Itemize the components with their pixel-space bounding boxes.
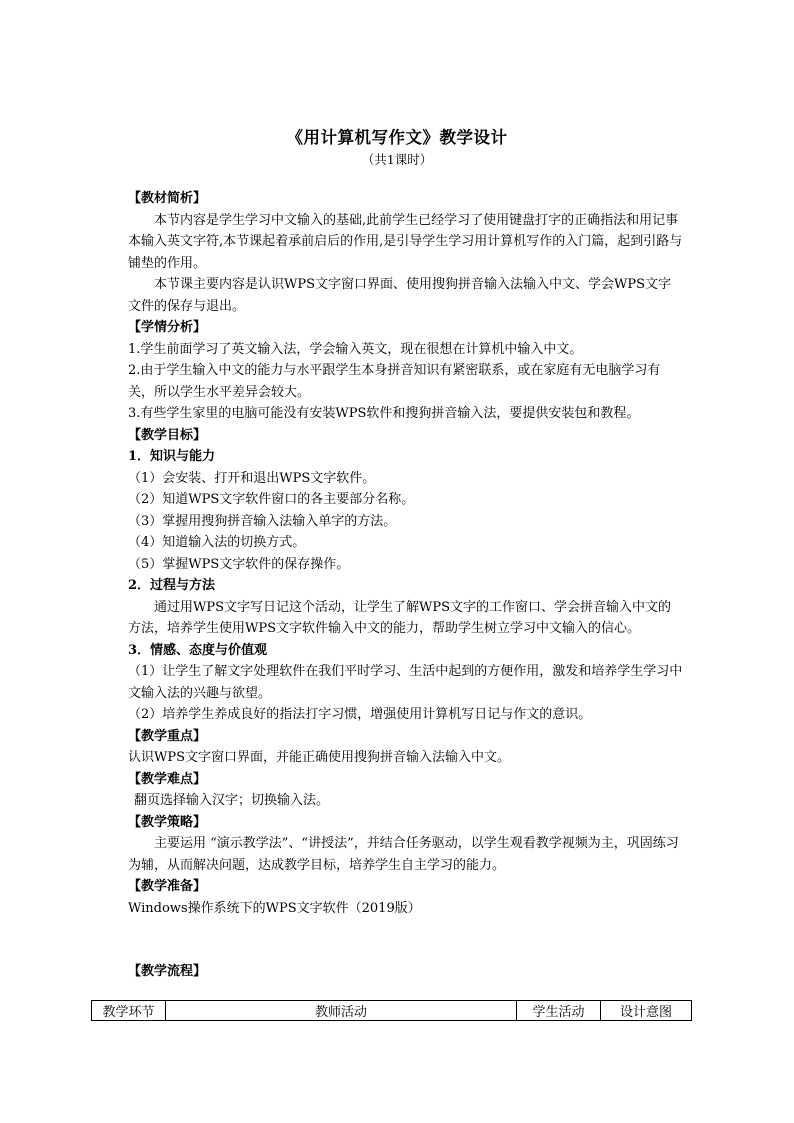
list-item: （3）掌握用搜狗拼音输入法输入单字的方法。 xyxy=(128,513,397,529)
paragraph-nandian: 翻页选择输入汉字；切换输入法。 xyxy=(134,793,330,808)
paragraph-celue: 主要运用 “演示教学法”、“讲授法”，并结合任务驱动，以学生观看教学视频为主，巩固练习为辅，从而解决问题，达成教学目标，培养学生自主学习的能力。 xyxy=(128,836,679,873)
list-item: （5）掌握WPS文字软件的保存操作。 xyxy=(128,556,350,572)
paragraph-zhunbei: Windows操作系统下的WPS文字软件（2019版） xyxy=(128,900,421,916)
heading-xueqing: 【学情分析】 xyxy=(128,320,207,335)
page-title: 《用计算机写作文》教学设计 xyxy=(286,128,508,147)
document-body xyxy=(128,188,684,983)
heading-zhunbei: 【教学准备】 xyxy=(128,879,207,894)
paragraph-process: 通过用WPS文字写日记这个活动，让学生了解WPS文字的工作窗口、学会拼音输入中文的方法，培养学生使用WPS文字软件输入中文的能力，帮助学生树立学习中文输入的信心。 xyxy=(128,599,672,636)
heading-celue: 【教学策略】 xyxy=(128,814,207,830)
list-item: 3.有些学生家里的电脑可能没有安装WPS软件和搜狗拼音输入法，要提供安装包和教程。 xyxy=(128,406,640,421)
spacer xyxy=(128,919,684,961)
table-header-cell: 教学环节 xyxy=(92,1001,166,1021)
subheading-attitude: 3．情感、态度与价值观 xyxy=(128,642,268,658)
list-item: （1）会安装、打开和退出WPS文字软件。 xyxy=(128,470,376,486)
list-item: （2）培养学生养成良好的指法打字习惯，增强使用计算机写日记与作文的意识。 xyxy=(128,707,592,722)
table-header-cell: 学生活动 xyxy=(517,1001,601,1021)
heading-jiaocai: 【教材简析】 xyxy=(128,191,207,206)
heading-liucheng: 【教学流程】 xyxy=(128,964,207,979)
subheading-knowledge: 1．知识与能力 xyxy=(128,449,216,464)
heading-mubiao: 【教学目标】 xyxy=(128,427,207,443)
table-header-row xyxy=(92,1001,692,1021)
page-subtitle: （共1课时） xyxy=(361,152,433,167)
list-item: （1）让学生了解文字处理软件在我们平时学习、生活中起到的方便作用，激发和培养学生学习中文输入法的兴趣与欲望。 xyxy=(128,664,683,701)
teaching-flow-table xyxy=(91,1000,692,1021)
list-item: （2）知道WPS文字软件窗口的各主要部分名称。 xyxy=(128,492,415,507)
table-header-cell: 教师活动 xyxy=(166,1001,517,1021)
paragraph-jiaocai-1: 本节内容是学生学习中文输入的基础,此前学生已经学习了使用键盘打字的正确指法和用记事本输入英文字符,本节课起着承前启后的作用,是引导学生学习用计算机写作的入门篇，起到引路与铺垫的作用。 xyxy=(128,212,683,271)
table-header-cell: 设计意图 xyxy=(601,1001,692,1021)
heading-nandian: 【教学难点】 xyxy=(128,771,207,787)
paragraph-zhongdian: 认识WPS文字窗口界面，并能正确使用搜狗拼音输入法输入中文。 xyxy=(128,750,511,765)
heading-zhongdian: 【教学重点】 xyxy=(128,728,207,744)
list-item: （4）知道输入法的切换方式。 xyxy=(128,535,306,550)
list-item: 1.学生前面学习了英文输入法，学会输入英文，现在很想在计算机中输入中文。 xyxy=(128,341,583,357)
list-item: 2.由于学生输入中文的能力与水平跟学生本身拼音知识有紧密联系，或在家庭有无电脑学习有关，所以学生水平差异会较大。 xyxy=(128,363,661,400)
subheading-process: 2．过程与方法 xyxy=(128,578,216,593)
paragraph-jiaocai-2: 本节课主要内容是认识WPS文字窗口界面、使用搜狗拼音输入法输入中文、学会WPS文字文件的保存与退出。 xyxy=(128,277,672,314)
